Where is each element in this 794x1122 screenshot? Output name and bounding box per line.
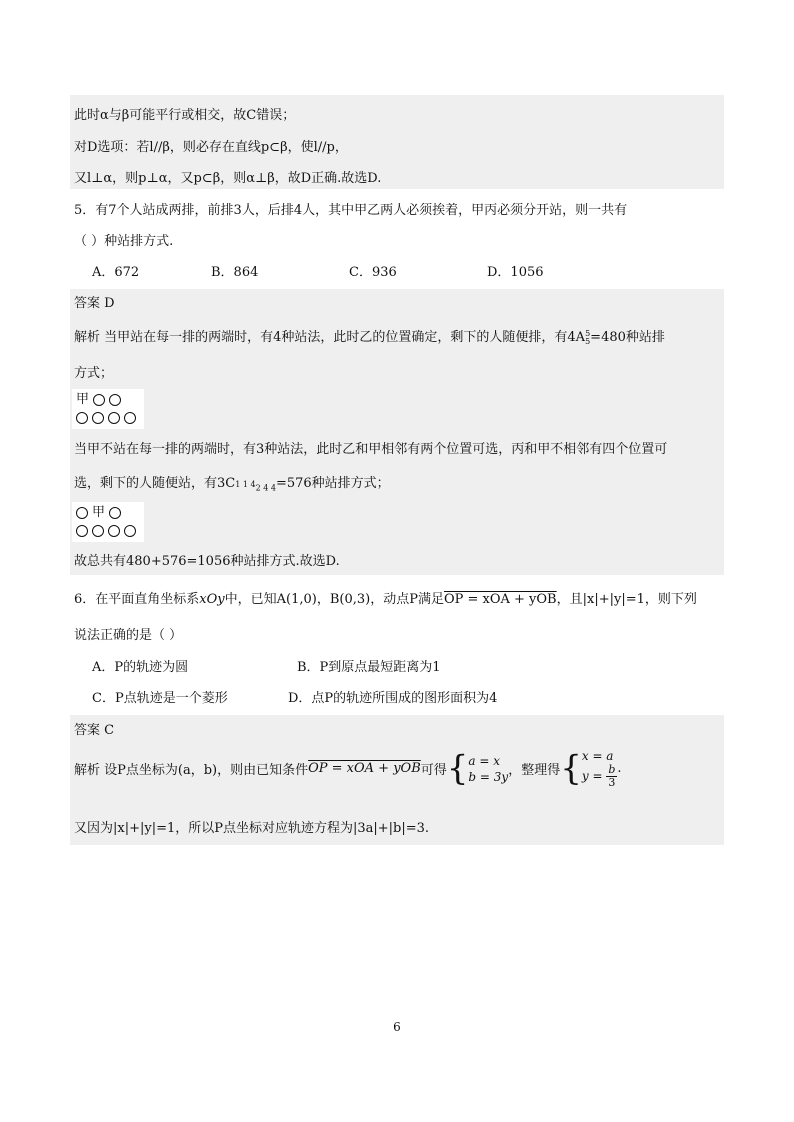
seat-circle bbox=[124, 525, 136, 537]
seat-circle bbox=[93, 394, 105, 406]
top-line-3: 又l⊥α，则p⊥α，又p⊂β，则α⊥β，故D正确.故选D. bbox=[74, 171, 382, 186]
q6-analysis-line2: 又因为|x|+|y|=1，所以P点坐标对应轨迹方程为|3a|+|b|=3. bbox=[74, 821, 430, 836]
q5-option-c: C．936 bbox=[349, 265, 397, 280]
seating-diagram-2 bbox=[72, 502, 144, 542]
seat-circle bbox=[108, 525, 120, 537]
q6-answer: 答案 C bbox=[74, 723, 115, 738]
q5-analysis-line1: 解析 当甲站在每一排的两端时，有4种站法，此时乙的位置确定，剩下的人随便排，有4A 5 5 =480种站排 bbox=[74, 328, 665, 346]
seat-circle bbox=[76, 507, 88, 519]
q6-option-c: C．P点轨迹是一个菱形 bbox=[92, 691, 228, 706]
seat-circle bbox=[76, 412, 88, 424]
q6-option-a: A．P的轨迹为圆 bbox=[92, 660, 189, 675]
q5-stem-line2: （ ）种站排方式. bbox=[74, 234, 174, 249]
seat-circle bbox=[108, 412, 120, 424]
seat-circle bbox=[124, 412, 136, 424]
q6-option-b: B．P到原点最短距离为1 bbox=[297, 660, 441, 675]
seat-circle bbox=[92, 525, 104, 537]
seat-circle bbox=[109, 394, 121, 406]
q6-option-d: D．点P的轨迹所围成的图形面积为4 bbox=[288, 691, 498, 706]
q5-option-d: D．1056 bbox=[487, 265, 544, 280]
seat-circle bbox=[92, 412, 104, 424]
diagram1-jia-label: 甲 bbox=[76, 392, 90, 407]
q6-stem-line2: 说法正确的是（ ） bbox=[74, 628, 183, 643]
q5-analysis-line2: 当甲不站在每一排的两端时，有3种站法，此时乙和甲相邻有两个位置可选，丙和甲不相邻有四个位置可 bbox=[74, 442, 668, 457]
q5-analysis-line3: 选，剩下的人随便站，有3C1 1 $4_{2 4 4}=576$种站排方式； bbox=[74, 476, 390, 493]
q5-stem-line1: 5．有7个人站成两排，前排3人，后排4人，其中甲乙两人必须挨着，甲丙必须分开站，则一共有 bbox=[74, 203, 628, 218]
seating-diagram-1 bbox=[72, 389, 144, 429]
seat-circle bbox=[76, 525, 88, 537]
q5-answer: 答案 D bbox=[74, 296, 115, 311]
diagram2-jia-label: 甲 bbox=[92, 505, 106, 520]
q6-stem-line1: 6．在平面直角坐标系xOy中，已知A(1,0)，B(0,3)，动点P满足OP = xOA + yOB，且|x|+|y|=1，则下列 bbox=[74, 592, 697, 607]
q6-analysis-line1: 解析 设P点坐标为(a，b)，则由已知条件OP = xOA + yOB可得{ a = x b = 3y ，整理得{ x = a y = $\frac{b}{3}$ . bbox=[74, 748, 622, 789]
q5-analysis-line1b: 方式； bbox=[74, 366, 114, 381]
q5-conclusion: 故总共有480+576=1056种站排方式.故选D. bbox=[74, 554, 340, 569]
seat-circle bbox=[109, 507, 121, 519]
top-line-1: 此时α与β可能平行或相交，故C错误； bbox=[74, 108, 296, 123]
page-number: 6 bbox=[393, 1020, 401, 1034]
q5-option-a: A．672 bbox=[92, 265, 140, 280]
q5-option-b: B．864 bbox=[211, 265, 259, 280]
top-line-2: 对D选项：若l//β，则必存在直线p⊂β，使l//p， bbox=[74, 140, 348, 155]
